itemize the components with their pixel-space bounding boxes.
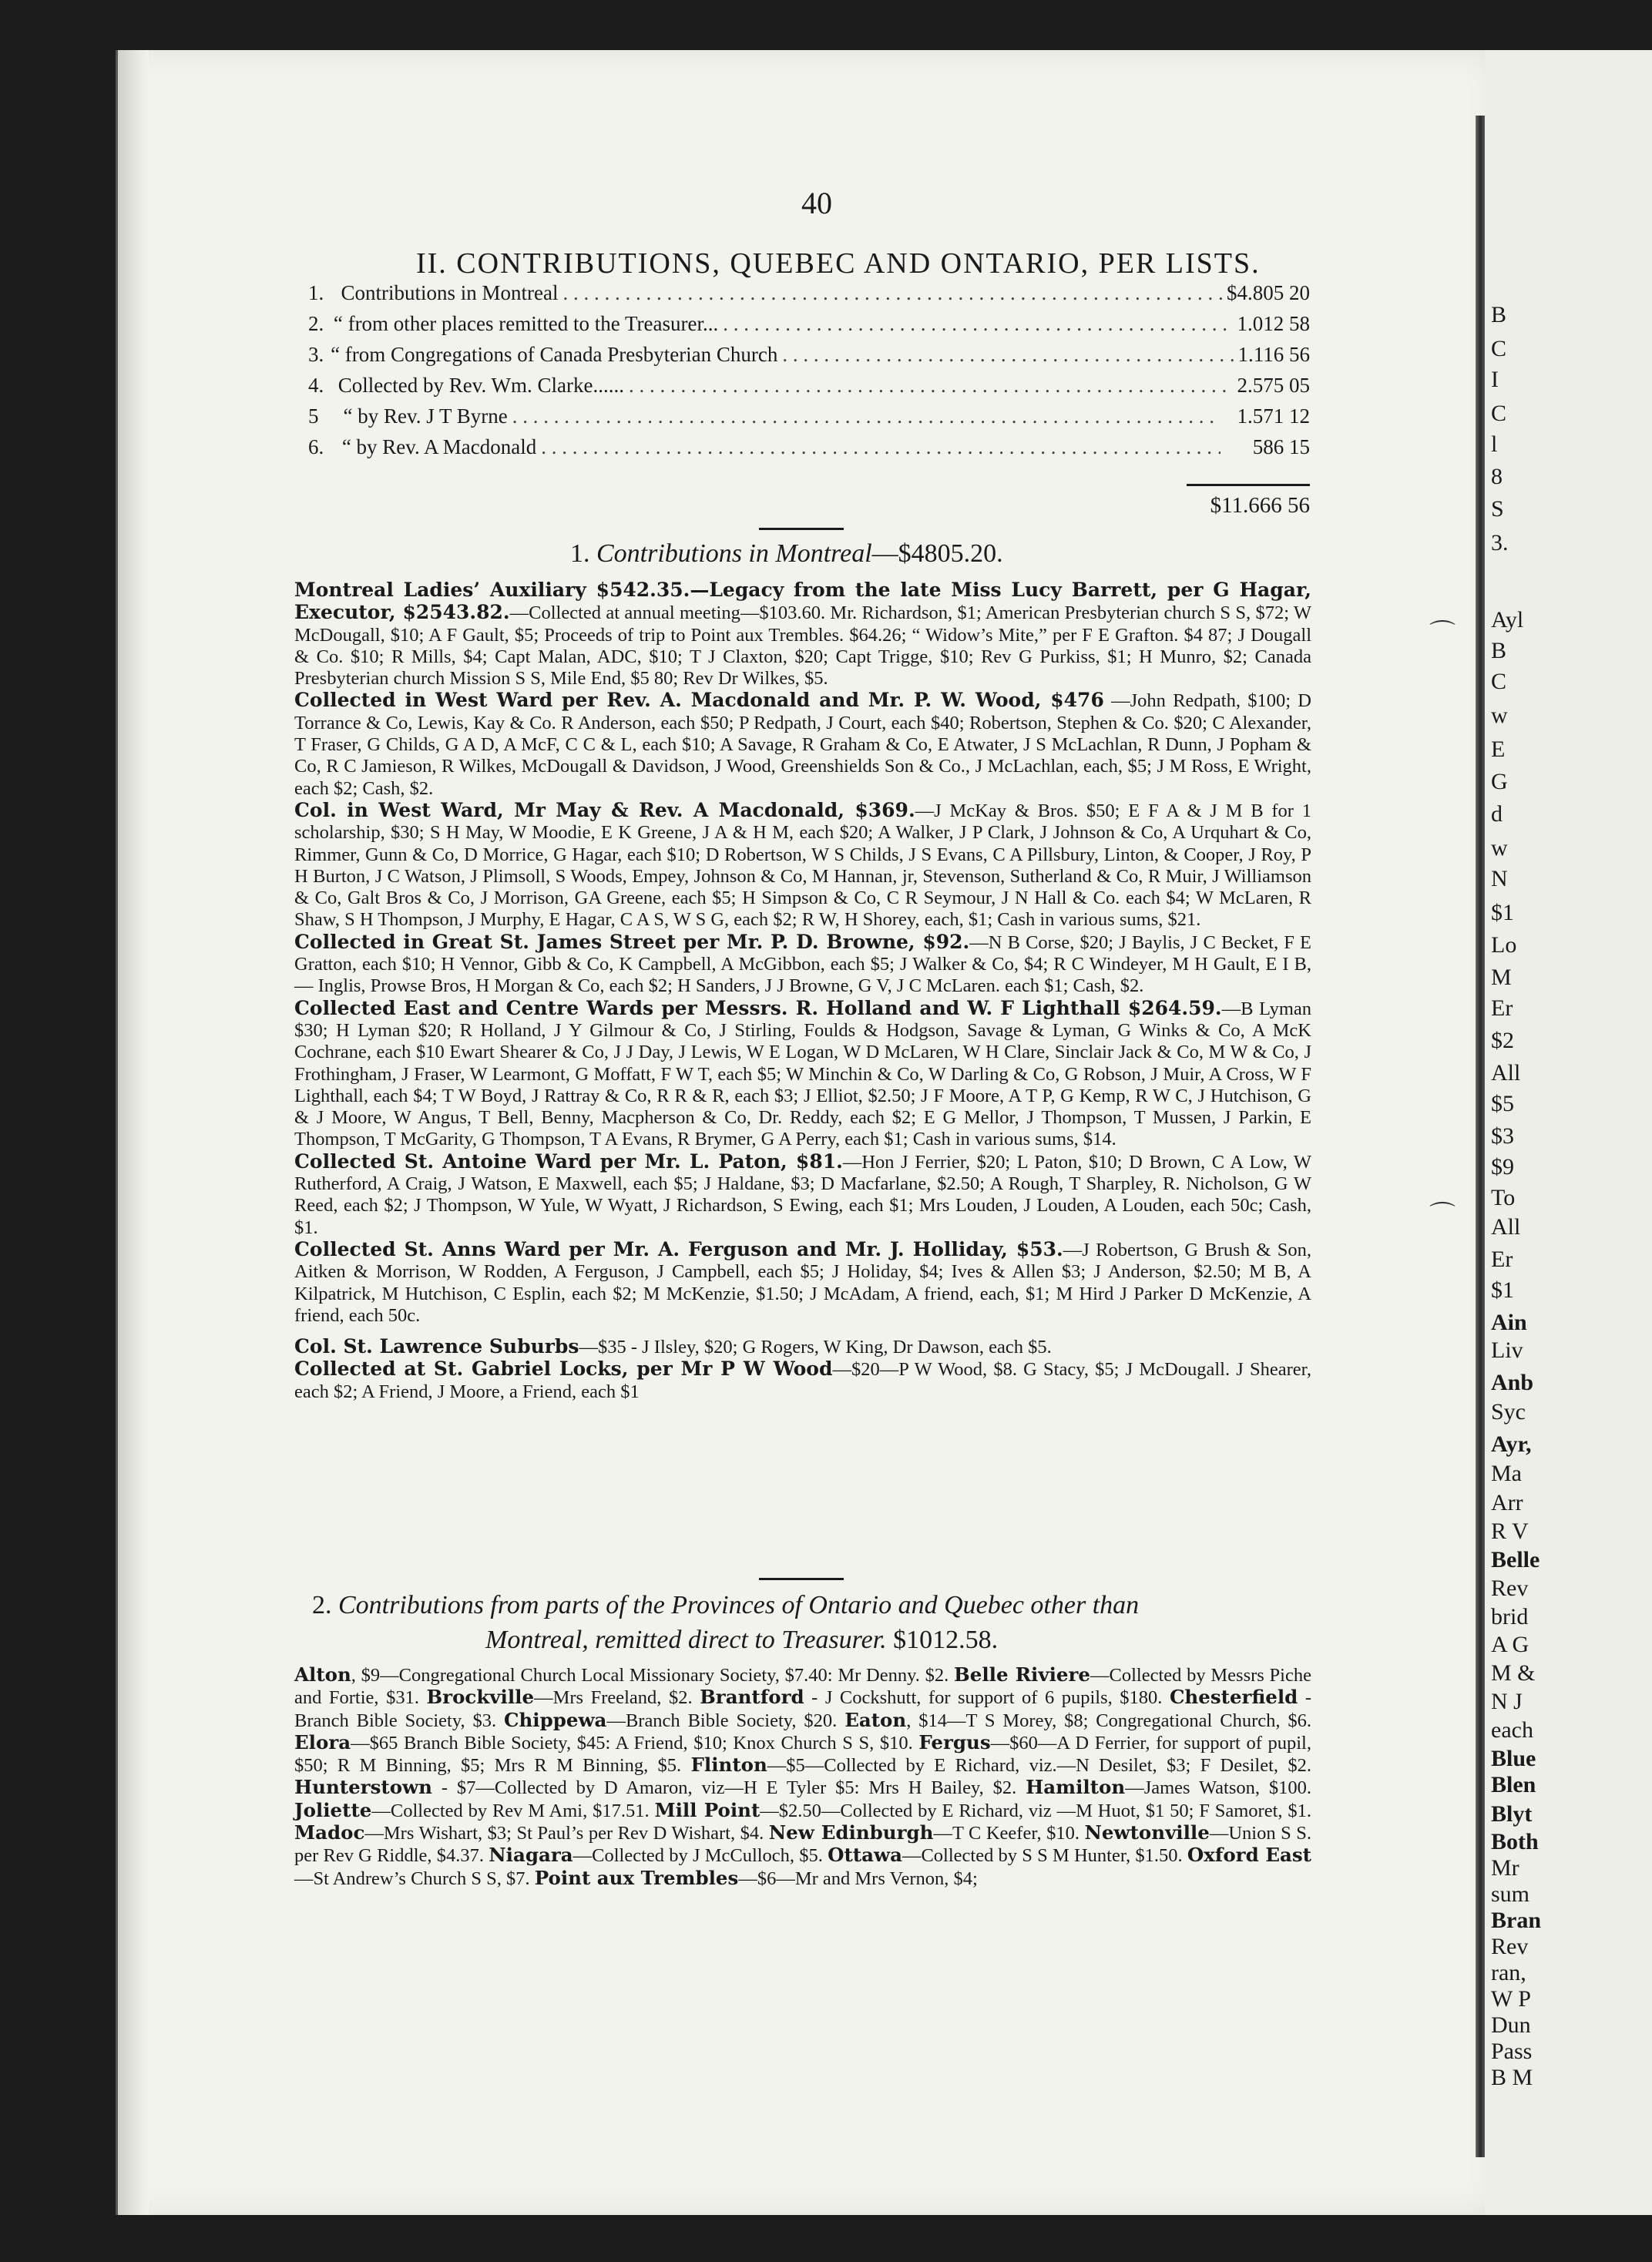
contribution-entry	[294, 690, 1311, 799]
facing-page-fragment: Ayl	[1491, 607, 1524, 633]
section-2-amount: $1012.58.	[886, 1626, 999, 1654]
entry-heading: Col. in West Ward, Mr May & Rev. A Macdonald, $369.	[294, 798, 915, 821]
entry-heading: Collected St. Antoine Ward per Mr. L. Paton, $81.	[294, 1149, 843, 1173]
binding-clip-mark: ⌒	[1429, 1202, 1456, 1230]
place-name: Chesterfield	[1169, 1686, 1298, 1709]
summary-row-label: “ by Rev. A Macdonald	[341, 435, 537, 458]
dot-leader	[723, 312, 1232, 336]
facing-page-fragment: Arr	[1491, 1490, 1523, 1516]
summary-row	[308, 374, 1310, 404]
facing-page-fragment: Blen	[1491, 1772, 1536, 1797]
entry-text: —$35 - J Ilsley, $20; G Rogers, W King, Dr Dawson, each $5.	[579, 1337, 1052, 1358]
provincial-contributions	[294, 1664, 1311, 1890]
place-contributions: - $7—Collected by D Amaron, viz—H E Tyler $5: Mrs H Bailey, $2.	[431, 1777, 1026, 1799]
contribution-entry	[294, 1239, 1311, 1327]
contribution-entry	[294, 1358, 1311, 1403]
facing-page-fragment: Ma	[1491, 1461, 1522, 1486]
place-name: Hamilton	[1026, 1776, 1126, 1799]
facing-page-fragment: $5	[1491, 1091, 1514, 1116]
section-1-label: Contributions in Montreal	[596, 539, 872, 568]
facing-page-fragment: Syc	[1491, 1399, 1526, 1425]
facing-page-fragment: Er	[1491, 995, 1513, 1021]
facing-page-fragment: each	[1491, 1717, 1533, 1743]
grand-total: $11.666 56	[1210, 493, 1310, 518]
facing-page-fragment: Blyt	[1491, 1801, 1533, 1827]
place-contributions: —James Watson, $100.	[1125, 1777, 1312, 1799]
place-name: Elora	[294, 1730, 351, 1754]
facing-page-fragment: Er	[1491, 1246, 1513, 1272]
entry-text: —J Robertson, G Brush & Son, Aitken & Morrison, W Rodden, A Ferguson, J Campbell, each $5; J Holiday, $4; Ives & Allen $3; J Anderson, $2.50; M B, A Kilpatrick, M Hutchison, C Esplin, each $2; M McKenzie, $1.50; J McAdam, A friend, each, $1; M Hird J Parker D McKenzie, A friend, each 50c.	[294, 1239, 1311, 1326]
place-name: Chippewa	[504, 1708, 607, 1731]
place-contributions: —Mrs Wishart, $3; St Paul’s per Rev D Wishart, $4.	[364, 1823, 769, 1844]
place-name: Eaton	[844, 1708, 907, 1731]
place-name: Mill Point	[654, 1798, 761, 1821]
facing-page-fragment: d	[1491, 801, 1503, 827]
facing-page-fragment: Rev	[1491, 1575, 1529, 1601]
place-contributions: —Collected by J McCulloch, $5.	[572, 1845, 828, 1867]
place-name: Niagara	[489, 1844, 573, 1867]
entry-text: —Collected at annual meeting—$103.60. Mr. Richardson, $1; American Presbyterian church S S, $72; W McDougall, $10; A F Gault, $5; Proceeds of trip to Point aux Trembles. $64.26; “ Widow’s Mite,” per F E Grafton. $4 87; J Dougall & Co. $10; R Mills, $4; Capt Malan, ADC, $10; T J Claxton, $20; Capt Trigge, $10; Rev G Purkiss, $1; H Munro, $2; Canada Presbyterian church Mission S S, Mile End, $5 80; Rev Dr Wilkes, $5.	[294, 602, 1311, 690]
facing-page-fragment: Anb	[1491, 1369, 1534, 1395]
facing-page-fragment: Rev	[1491, 1934, 1529, 1960]
summary-row	[308, 312, 1310, 343]
dot-leader	[562, 281, 1222, 305]
facing-page-fragment: R V	[1491, 1519, 1529, 1545]
entry-text: —N B Corse, $20; J Baylis, J C Becket, F E Gratton, each $10; H Vennor, Gibb & Co, K Campbell, A McGibbon, each $5; J Walker & Co, $4; R C Windeyer, M H Gault, E I B,— Inglis, Prowse Bros, H Morgan & Co, each $2; H Sanders, J J Browne, G V, J C McLaren. each $1; Cash, $2.	[294, 931, 1311, 997]
summary-row-amount: $4.805 20	[1227, 281, 1310, 304]
contribution-entry	[294, 998, 1311, 1151]
facing-page-fragment: B	[1491, 302, 1507, 327]
facing-page-fragment: sum	[1491, 1881, 1530, 1907]
entry-heading: Collected in West Ward per Rev. A. Macdonald and Mr. P. W. Wood, $476	[294, 689, 1104, 712]
facing-page-fragment: Both	[1491, 1829, 1539, 1855]
place-contributions: —$65 Branch Bible Society, $45: A Friend, $10; Knox Church S S, $10.	[351, 1732, 919, 1754]
place-name: Joliette	[294, 1798, 372, 1821]
facing-page-fragment: brid	[1491, 1603, 1529, 1629]
facing-page-fragment: w	[1491, 835, 1508, 861]
section-1-title	[570, 539, 1003, 569]
facing-page-fragment: w	[1491, 703, 1508, 728]
contribution-entry	[294, 1336, 1311, 1358]
summary-row-amount: 1.571 12	[1237, 404, 1310, 428]
section-1-amount: —$4805.20.	[871, 539, 1003, 568]
summary-row-label: Contributions in Montreal	[341, 281, 559, 304]
facing-page-fragment: $1	[1491, 900, 1514, 925]
entry-heading: Collected St. Anns Ward per Mr. A. Ferguson and Mr. J. Holliday, $53.	[294, 1237, 1063, 1260]
place-contributions: —Mrs Freeland, $2.	[534, 1687, 700, 1709]
place-contributions: —$5—Collected by E Richard, viz.—N Desilet, $3; F Desilet, $2.	[767, 1755, 1311, 1777]
facing-page-fragment: G	[1491, 769, 1508, 795]
summary-row-number: 1.	[308, 281, 324, 304]
facing-page-fragment: A G	[1491, 1632, 1529, 1658]
summary-row	[308, 435, 1310, 466]
section-1-number: 1.	[570, 539, 590, 568]
facing-page-fragment: Pass	[1491, 2039, 1533, 2065]
place-contributions: —$2.50—Collected by E Richard, viz —M Huot, $1 50; F Samoret, $1.	[760, 1800, 1311, 1821]
facing-page-fragment: C	[1491, 336, 1507, 361]
summary-row-amount: 586 15	[1252, 435, 1311, 458]
summary-row-number: 3.	[308, 343, 324, 366]
summary-row-number: 6.	[308, 435, 324, 458]
place-name: Point aux Trembles	[534, 1866, 739, 1889]
contribution-entry	[294, 1151, 1311, 1239]
book-gutter	[1476, 116, 1485, 2157]
place-contributions: —Collected by S S M Hunter, $1.50.	[902, 1845, 1187, 1867]
place-contributions: —Collected by Messrs Piche and Fortie, $31.	[294, 1665, 1311, 1709]
facing-page-fragment: All	[1491, 1060, 1521, 1086]
place-name: Alton	[294, 1663, 351, 1686]
place-contributions: —Branch Bible Society, $20.	[606, 1710, 845, 1731]
facing-page-fragment: M	[1491, 965, 1512, 990]
facing-page-fragment: Lo	[1491, 931, 1517, 958]
entry-text: —$20—P W Wood, $8. G Stacy, $5; J McDougall. J Shearer, each $2; A Friend, J Moore, a Friend, each $1	[294, 1359, 1311, 1402]
entry-text: —Hon J Ferrier, $20; L Paton, $10; D Brown, C A Low, W Rutherford, A Craig, J Watson, E Maxwell, each $5; J Haldane, $3; D Macfarlane, $2.50; A Rough, T Sharpley, R. Nicholson, G W Reed, each $2; J Thompson, W Yule, W Wyatt, J Richardson, S Ewing, each $1; Mrs Louden, J Louden, A Louden, each 50c; Cash, $1.	[294, 1151, 1311, 1238]
facing-page-fragment: S	[1491, 496, 1504, 522]
page-heading: II. CONTRIBUTIONS, QUEBEC AND ONTARIO, PER LISTS.	[416, 247, 1261, 280]
entry-heading: Collected in Great St. James Street per Mr. P. D. Browne, $92.	[294, 930, 970, 953]
summary-row-amount: 1.012 58	[1237, 312, 1310, 335]
montreal-contributions	[294, 579, 1311, 1403]
facing-page-fragment: C	[1491, 669, 1507, 694]
facing-page-fragment: B	[1491, 638, 1507, 663]
summary-list	[308, 281, 1310, 466]
facing-page-fragment: Dun	[1491, 2012, 1531, 2038]
summary-row	[308, 343, 1310, 374]
entry-heading: Montreal Ladies’ Auxiliary $542.35.—Legacy from the late Miss Lucy Barrett, per G Hagar, Executor, $2543.82.	[294, 579, 1311, 624]
facing-page-fragment: $9	[1491, 1153, 1514, 1180]
facing-page-fragment: M &	[1491, 1660, 1536, 1686]
summary-row-label: Collected by Rev. Wm. Clarke......	[337, 374, 624, 397]
place-contributions: —Collected by Rev M Ami, $17.51.	[371, 1800, 655, 1821]
contribution-entry	[294, 931, 1311, 998]
entry-text: —John Redpath, $100; D Torrance & Co, Lewis, Kay & Co. R Anderson, each $50; P Redpath, J Court, each $40; Robertson, Stephen & Co. $20; C Alexander, T Fraser, G Childs, G A D, A McF, C C & L, each $10; A Savage, R Graham & Co, E Atwater, J S McLachlan, R Dunn, J Popham & Co, R C Jamieson, R Wilkes, McDougall & Davidson, J Wood, Greenshields Son & Co., J McLachlan, each, $5; J M Ross, E Wright, each $2; Cash, $2.	[294, 690, 1312, 799]
facing-page-fragment: 8	[1491, 463, 1503, 489]
place-name: Ottawa	[828, 1844, 902, 1867]
dot-leader	[512, 404, 1218, 428]
facing-page-fragment: Bran	[1491, 1908, 1542, 1933]
facing-page-fragment: $1	[1491, 1277, 1514, 1303]
facing-page-fragment: C	[1491, 401, 1507, 426]
summary-row-label: “ by Rev. J T Byrne	[343, 404, 508, 428]
facing-page-fragment: N J	[1491, 1689, 1523, 1714]
section-2-label-1: Contributions from parts of the Provinces of Ontario and Quebec other than	[338, 1591, 1140, 1619]
summary-row-number: 2.	[308, 312, 324, 335]
facing-page-fragment: 3.	[1491, 530, 1509, 555]
place-contributions: , $14—T S Morey, $8; Congregational Church, $6.	[906, 1710, 1311, 1731]
place-name: Fergus	[918, 1730, 991, 1754]
summary-row-amount: 1.116 56	[1237, 343, 1310, 366]
entry-text: —J McKay & Bros. $50; E F A & J M B for 1 scholarship, $30; S H May, W Moodie, E K Greene, J A & H M, each $20; A Walker, J P Clark, J Johnson & Co, A Urquhart & Co, Rimmer, Gunn & Co, D Morrice, G Hagar, each $10; D Robertson, W S Childs, J S Evans, C A Pillsbury, Linton, & Cooper, J Roy, P H Burton, J C Watson, J Plimsoll, S Woods, Empey, Johnson & Co, M Hannan, jr, Stevenson, Sutherland & Co, R Muir, J Williamson & Co, Galt Bros & Co, J Morrison, GA Greene, each $5; H Simpson & Co, C R Seymour, J N Hall & Co. each $4; W McLaren, R Shaw, S H Thompson, J Murphy, E Hagar, C A S, W S G, each $2; R W, H Shorey, each, $1; Cash in various sums, $21.	[294, 800, 1311, 931]
place-name: Brantford	[700, 1686, 804, 1709]
contribution-entry	[294, 579, 1311, 690]
page-number: 40	[801, 186, 832, 220]
place-name: Hunterstown	[294, 1776, 432, 1799]
entry-heading: Collected at St. Gabriel Locks, per Mr P W Wood	[294, 1358, 833, 1381]
entry-heading: Collected East and Centre Wards per Messrs. R. Holland and W. F Lighthall $264.59.	[294, 996, 1222, 1019]
facing-page-fragment: $2	[1491, 1028, 1514, 1054]
binding-clip-mark: ⌒	[1429, 620, 1456, 649]
facing-page-fragment: Belle	[1491, 1547, 1540, 1572]
facing-page-fragment: Blue	[1491, 1745, 1536, 1771]
summary-row-label: “ from Congregations of Canada Presbyterian Church	[331, 343, 778, 366]
facing-page-fragment: ran,	[1491, 1960, 1526, 1985]
summary-row-label: “ from other places remitted to the Treasurer...	[333, 312, 719, 335]
place-name: Newtonville	[1084, 1821, 1210, 1844]
place-contributions: —Union S S. per Rev G Riddle, $4.37.	[294, 1823, 1311, 1867]
place-contributions: —$6—Mr and Mrs Vernon, $4;	[738, 1868, 978, 1889]
section-divider	[759, 1578, 844, 1580]
section-divider	[759, 528, 844, 530]
place-contributions: —$60—A D Ferrier, for support of pupil, $50; R M Binning, $5; Mrs R M Binning, $5.	[294, 1732, 1311, 1777]
section-2-label-2: Montreal, remitted direct to Treasurer.	[485, 1626, 887, 1654]
facing-page-fragment: I	[1491, 367, 1499, 392]
facing-page-fragment: Ayr,	[1491, 1431, 1532, 1457]
facing-page-fragment: Ain	[1491, 1310, 1527, 1335]
facing-page-fragment: W P	[1491, 1985, 1531, 2012]
facing-page-fragment: E	[1491, 737, 1506, 762]
entry-heading: Col. St. Lawrence Suburbs	[294, 1335, 579, 1358]
place-contributions: , $9—Congregational Church Local Missionary Society, $7.40: Mr Denny. $2.	[351, 1665, 955, 1686]
place-name: New Edinburgh	[768, 1821, 934, 1844]
total-rule	[1187, 484, 1310, 486]
place-contributions: —T C Keefer, $10.	[933, 1823, 1085, 1844]
page-edge-strip	[116, 50, 149, 2215]
summary-row-number: 5	[308, 404, 319, 428]
dot-leader	[629, 374, 1231, 398]
book-page-right	[1485, 50, 1652, 2215]
contribution-entry	[294, 800, 1311, 931]
place-contributions: —St Andrew’s Church S S, $7.	[294, 1868, 535, 1889]
section-2-number: 2.	[312, 1591, 332, 1619]
place-name: Flinton	[690, 1754, 767, 1777]
summary-row	[308, 281, 1310, 312]
entry-text: —B Lyman $30; H Lyman $20; R Holland, J Y Gilmour & Co, J Stirling, Foulds & Hodgson, Savage & Lyman, G Winks & Co, A McK Cochrane, each $10 Ewart Shearer & Co, J J Day, J Lewis, W E Logan, W D McLaren, W H Clare, Sinclair Jack & Co, M W & Co, J Frothingham, J Fraser, W Learmont, G Moffatt, F W T, each $5; W Minchin & Co, W Darling & Co, G Robson, J Muir, A Cross, W F Lighthall, each $4; T W Boyd, J Rattray & Co, R R & R, each $3; J Elliot, $2.50; J F Moore, A T P, G Kemp, R W C, J Hutchison, G & J Moore, W Angus, T Bell, Benny, Macpherson & Co, Dr. Reddy, each $2; E G Mellor, J Thompson, T Mussen, J Parkin, E Thompson, T McGarity, G Thompson, T A Evans, R Brymer, G A Perry, each $1; Cash in various sums, $14.	[294, 998, 1311, 1150]
dot-leader	[541, 435, 1221, 459]
facing-page-fragment: To	[1491, 1184, 1516, 1210]
place-name: Oxford East	[1187, 1844, 1311, 1867]
place-name: Brockville	[426, 1686, 535, 1709]
place-contributions: - Branch Bible Society, $3.	[294, 1687, 1311, 1731]
facing-page-fragment: Liv	[1491, 1337, 1523, 1363]
facing-page-fragment: Mr	[1491, 1855, 1519, 1881]
facing-page-fragment: B M	[1491, 2065, 1533, 2090]
summary-row-amount: 2.575 05	[1237, 374, 1310, 397]
section-2-title-line-2	[485, 1626, 998, 1655]
place-contributions: - J Cockshutt, for support of 6 pupils, $180.	[804, 1687, 1170, 1709]
facing-page-fragment: $3	[1491, 1123, 1514, 1149]
facing-page-fragment: N	[1491, 866, 1508, 891]
place-name: Belle Riviere	[954, 1663, 1090, 1686]
place-name: Madoc	[294, 1821, 365, 1844]
summary-row	[308, 404, 1310, 435]
dot-leader	[782, 343, 1233, 367]
summary-row-number: 4.	[308, 374, 324, 397]
facing-page-fragment: l	[1491, 431, 1498, 457]
section-2-title-line-1	[312, 1591, 1139, 1620]
facing-page-fragment: All	[1491, 1214, 1521, 1240]
